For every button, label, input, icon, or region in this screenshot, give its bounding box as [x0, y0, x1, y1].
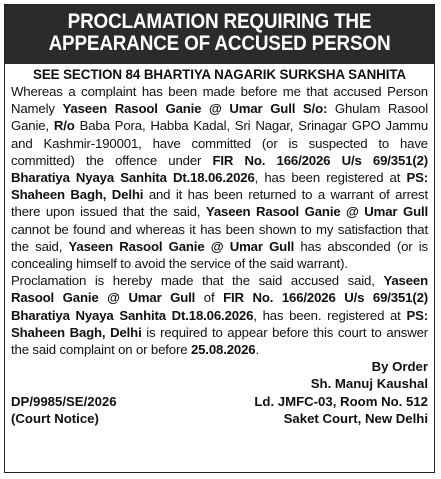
by-order: By Order	[371, 359, 428, 375]
appearance-date: 25.08.2026	[190, 342, 256, 358]
fir-reference: FIR No. 166/2026 U/s 69/351(2) Bharatiya Nyaya Sanhita Dt.18.06.2026	[11, 152, 429, 186]
footer-row-2	[11, 410, 428, 427]
text-span: Baba Pora, Habba Kadal, Sri Nagar, Srinagar GPO Jammu and Kashmir-190001, have committed (or is suspected to have committed) the offence under	[11, 118, 429, 168]
text-span: Proclamation is hereby made that the said accused said,	[11, 273, 384, 289]
police-station: PS: Shaheen Bagh, Delhi	[11, 307, 428, 340]
officer-name: Sh. Manuj Kaushal	[310, 376, 428, 392]
accused-name: Yaseen Rasool Ganie @ Umar Gull	[68, 238, 295, 254]
section-heading: SEE SECTION 84 BHARTIYA NAGARIK SURKSHA SANHITA	[32, 67, 406, 82]
reference-number: DP/9985/SE/2026	[11, 393, 117, 409]
text-span: .	[255, 342, 259, 358]
text-span: is required to appear before this court to answer the said complaint on or before	[11, 324, 428, 358]
accused-name: Yaseen Rasool Ganie @ Umar Gull	[205, 204, 428, 220]
notice-body	[11, 83, 428, 358]
title-banner	[5, 5, 434, 64]
text-span: , has been. registered at	[253, 307, 407, 323]
title-line-1: PROCLAMATION REQUIRING THE	[67, 10, 372, 33]
text-span: Whereas a complaint has been made before me that accused Person Namely	[11, 84, 428, 117]
text-span: Ghulam Rasool Ganie,	[11, 101, 428, 134]
title-line-2: APPEARANCE OF ACCUSED PERSON	[48, 32, 391, 55]
notice-type: (Court Notice)	[11, 410, 99, 426]
text-span: and it has been returned to a warrant of arrest there upon issued that the said,	[11, 187, 428, 220]
paragraph-complaint	[11, 83, 428, 272]
fir-reference: FIR No. 166/2026 U/s 69/351(2) Bharatiya Nyaya Sanhita Dt.18.06.2026	[11, 290, 428, 323]
text-span: , has been registered at	[254, 170, 407, 186]
office-room: Ld. JMFC-03, Room No. 512	[254, 393, 428, 409]
paragraph-proclamation	[11, 272, 428, 358]
resident-of-label: R/o	[53, 118, 75, 134]
accused-name: Yaseen Rasool Ganie @ Umar Gull S/o:	[62, 101, 328, 117]
police-station: PS: Shaheen Bagh, Delhi	[11, 170, 428, 203]
footer-row-1	[11, 393, 428, 410]
proclamation-notice	[4, 4, 435, 473]
court-location: Saket Court, New Delhi	[283, 410, 428, 426]
accused-name: Yaseen Rasool Ganie @ Umar Gull	[11, 273, 428, 306]
text-span: cannot be found and whereas it has been shown to my satisfaction that the said,	[11, 221, 428, 254]
notice-footer	[11, 358, 428, 427]
text-span: has absconded (or is concealing himself to avoid the service of the said warrant).	[11, 238, 428, 272]
text-span: of	[195, 290, 224, 306]
